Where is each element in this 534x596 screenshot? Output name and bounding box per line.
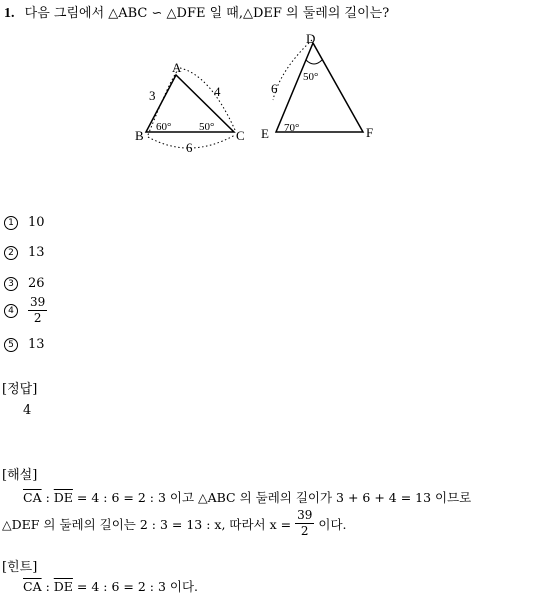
vertex-e-label: E [261,126,269,141]
vertex-f-label: F [366,125,374,140]
choice-2[interactable] [4,245,45,260]
choice-1[interactable] [4,215,45,230]
angle-d-label: 50° [303,71,319,83]
triangle-abc [135,60,245,155]
choice-value: 10 [28,215,45,230]
explanation-fraction [295,508,314,539]
choice-5[interactable] [4,337,45,352]
angle-c-label: 50° [199,121,215,133]
explanation-line-1-text: = 4 : 6 = 2 : 3 이고 △ABC 의 둘레의 길이가 3 + 6 + 4 = 13 이므로 [72,490,472,505]
side-de-label: 6 [271,81,278,96]
explanation-line-2-end: 이다. [318,516,347,532]
side-ab-label: 3 [149,88,156,103]
question-line [4,2,389,22]
answer-value: 4 [23,403,32,418]
segment-de: $\overline{DE}$ [53,579,73,594]
hint-heading: [힌트] [2,560,38,575]
fraction-denominator: 2 [300,524,309,538]
vertex-a-label: A [172,60,182,75]
choice-value: 13 [28,337,45,352]
choice-marker: 1 [4,216,18,230]
choice-marker: 4 [4,304,18,318]
answer-heading: [정답] [2,382,38,397]
angle-b-label: 60° [156,121,172,133]
hint-text: = 4 : 6 = 2 : 3 이다. [72,579,198,594]
side-bc-label: 6 [186,140,193,155]
vertex-c-label: C [236,128,245,143]
ratio-colon: : [41,579,54,594]
choice-3[interactable] [4,276,45,291]
similar-triangles-figure [130,30,390,155]
segment-ca: $\overline{CA}$ [23,490,42,505]
choice-marker: 2 [4,246,18,260]
choice-fraction [28,295,47,326]
choice-value: 26 [28,276,45,291]
side-ac-label: 4 [214,84,221,99]
explanation-line-2 [2,508,347,539]
choice-marker: 3 [4,277,18,291]
choice-marker: 5 [4,338,18,352]
fraction-numerator: 39 [30,295,46,309]
choice-value: 13 [28,245,45,260]
choice-4[interactable] [4,295,47,326]
ratio-colon: : [41,490,54,505]
triangle-def [261,31,373,141]
explanation-heading: [해설] [2,468,38,483]
fraction-denominator: 2 [33,311,42,325]
hint-line [23,577,198,595]
explanation-line-2-text: △DEF 의 둘레의 길이는 2 : 3 = 13 : x, 따라서 x = [2,516,292,532]
angle-e-label: 70° [284,122,300,134]
segment-ca: $\overline{CA}$ [23,579,42,594]
question-text: 다음 그림에서 △ABC ∽ △DFE 일 때,△DEF 의 둘레의 길이는? [24,6,390,21]
vertex-d-label: D [306,31,316,46]
explanation-line-1 [23,488,471,506]
segment-de: $\overline{DE}$ [53,490,73,505]
vertex-b-label: B [135,128,144,143]
fraction-numerator: 39 [297,508,313,522]
question-number: 1. [4,6,15,21]
